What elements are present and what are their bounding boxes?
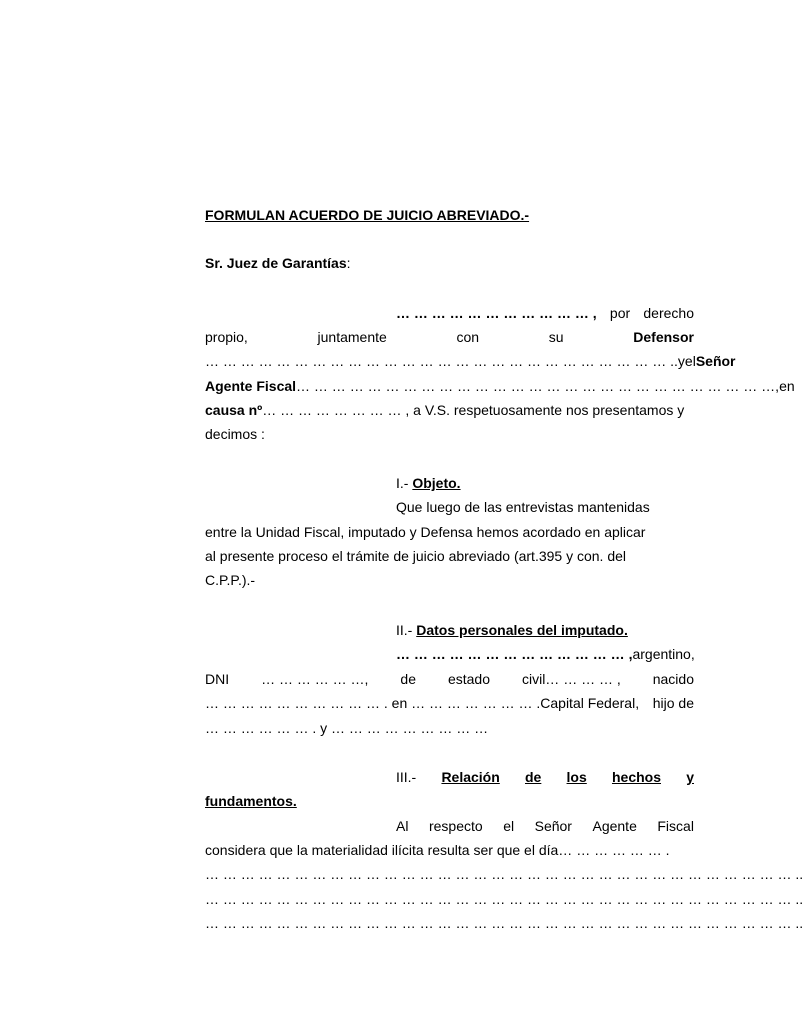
addressee bbox=[205, 251, 694, 275]
section-2-line-2 bbox=[205, 667, 694, 691]
section-3-heading bbox=[396, 765, 694, 789]
section-1-heading bbox=[396, 471, 694, 495]
dotted-placeholder: … … … … … … … … … … … … … … … … … … … … … … … … … … … … … … … … … .. bbox=[205, 915, 803, 931]
word: derecho bbox=[643, 305, 694, 321]
word: argentino, bbox=[632, 646, 695, 662]
word: por bbox=[609, 305, 631, 321]
name-placeholder: … … … … … … … … … … … , bbox=[396, 305, 597, 321]
paragraph-text: considera que la materialidad ilícita resulta ser que el día… … … … … … . bbox=[205, 842, 670, 858]
fiscal-placeholder: … … … … … … … … … … … … … … … … … … … … … … … … … … …, bbox=[296, 378, 780, 394]
section-number: III.- bbox=[396, 769, 417, 785]
word: el bbox=[503, 818, 515, 834]
imputado-name-placeholder: … … … … … … … … … … … … … , bbox=[396, 646, 633, 662]
addressee-colon: : bbox=[346, 255, 351, 271]
causa-label: causa nº bbox=[205, 402, 263, 418]
section-title: Objeto. bbox=[412, 475, 461, 491]
dotted-placeholder: … … … … … … … … … … … … … … … … … … … … … … … … … … … … … … … … … .. bbox=[205, 866, 803, 882]
word: Señor bbox=[534, 818, 572, 834]
dotted-placeholder: … … … … … … … … … … … … … … … … … … … … … … … … … … … … … … … … … .. bbox=[205, 891, 803, 907]
word: y bbox=[677, 353, 685, 369]
word: Fiscal bbox=[657, 818, 694, 834]
defensor-label: Defensor bbox=[633, 329, 694, 345]
section-number: II.- bbox=[396, 622, 417, 638]
section-3-line-1 bbox=[396, 814, 694, 838]
word: Agente bbox=[592, 818, 637, 834]
section-3-line-2 bbox=[205, 838, 694, 862]
intro-line-4 bbox=[205, 374, 795, 398]
section-1-line-2 bbox=[205, 520, 694, 544]
section-1-line-4 bbox=[205, 568, 694, 592]
title-text: FORMULAN ACUERDO DE JUICIO ABREVIADO.- bbox=[205, 207, 530, 223]
paragraph-text: entre la Unidad Fiscal, imputado y Defensa hemos acordado en aplicar bbox=[205, 524, 646, 540]
section-1-line-1 bbox=[396, 495, 694, 519]
word: de bbox=[400, 671, 416, 687]
intro-line-2 bbox=[205, 325, 694, 349]
heading-word: fundamentos. bbox=[205, 793, 297, 809]
section-2-line-1 bbox=[396, 642, 694, 666]
section-3-line-4 bbox=[205, 887, 803, 911]
agente-fiscal-label: Agente Fiscal bbox=[205, 378, 297, 394]
section-number: I.- bbox=[396, 475, 413, 491]
decimos-text: decimos : bbox=[205, 426, 265, 442]
civil-placeholder: civil… … … … , bbox=[521, 671, 621, 687]
paragraph-text: al presente proceso el trámite de juicio abreviado (art.395 y con. del bbox=[205, 548, 627, 564]
word: con bbox=[456, 329, 480, 345]
intro-line-5 bbox=[205, 398, 694, 422]
section-1-line-3 bbox=[205, 544, 694, 568]
intro-line-6 bbox=[205, 422, 694, 446]
word: estado bbox=[447, 671, 490, 687]
paragraph-text: C.P.P.).- bbox=[205, 572, 256, 588]
dni-placeholder: … … … … … …, bbox=[261, 671, 369, 687]
causa-text: … … … … … … … … , a V.S. respetuosamente nos presentamos y bbox=[262, 402, 685, 418]
heading-word: y bbox=[686, 769, 694, 785]
senor-label: Señor bbox=[695, 353, 736, 369]
intro-line-1 bbox=[396, 301, 694, 325]
document-title bbox=[205, 203, 694, 227]
word: el bbox=[684, 353, 696, 369]
word: DNI bbox=[205, 671, 230, 687]
word: en bbox=[779, 378, 795, 394]
intro-line-3 bbox=[205, 349, 736, 373]
birth-placeholder: … … … … … … … … … … . en … … … … … … … .Capital Federal, bbox=[205, 695, 640, 711]
word: su bbox=[548, 329, 564, 345]
word: propio, bbox=[205, 329, 248, 345]
heading-word: los bbox=[566, 769, 587, 785]
section-2-line-4 bbox=[205, 716, 694, 740]
section-3-heading-cont bbox=[205, 789, 694, 813]
word: hijo de bbox=[652, 695, 694, 711]
section-3-line-3 bbox=[205, 862, 803, 886]
section-title: Datos personales del imputado. bbox=[416, 622, 628, 638]
parents-placeholder: … … … … … … . y … … … … … … … … … bbox=[205, 720, 489, 736]
defensor-placeholder: … … … … … … … … … … … … … … … … … … … … … … … … … … .. bbox=[205, 353, 678, 369]
word: juntamente bbox=[317, 329, 387, 345]
heading-word: de bbox=[525, 769, 542, 785]
heading-word: hechos bbox=[611, 769, 661, 785]
section-2-line-3 bbox=[205, 691, 694, 715]
section-3-line-5 bbox=[205, 911, 803, 935]
word: respecto bbox=[428, 818, 483, 834]
word: Al bbox=[396, 818, 409, 834]
word: nacido bbox=[652, 671, 694, 687]
heading-word: Relación bbox=[441, 769, 500, 785]
paragraph-text: Que luego de las entrevistas mantenidas bbox=[396, 499, 650, 515]
section-2-heading bbox=[396, 618, 694, 642]
addressee-name: Sr. Juez de Garantías bbox=[205, 255, 347, 271]
